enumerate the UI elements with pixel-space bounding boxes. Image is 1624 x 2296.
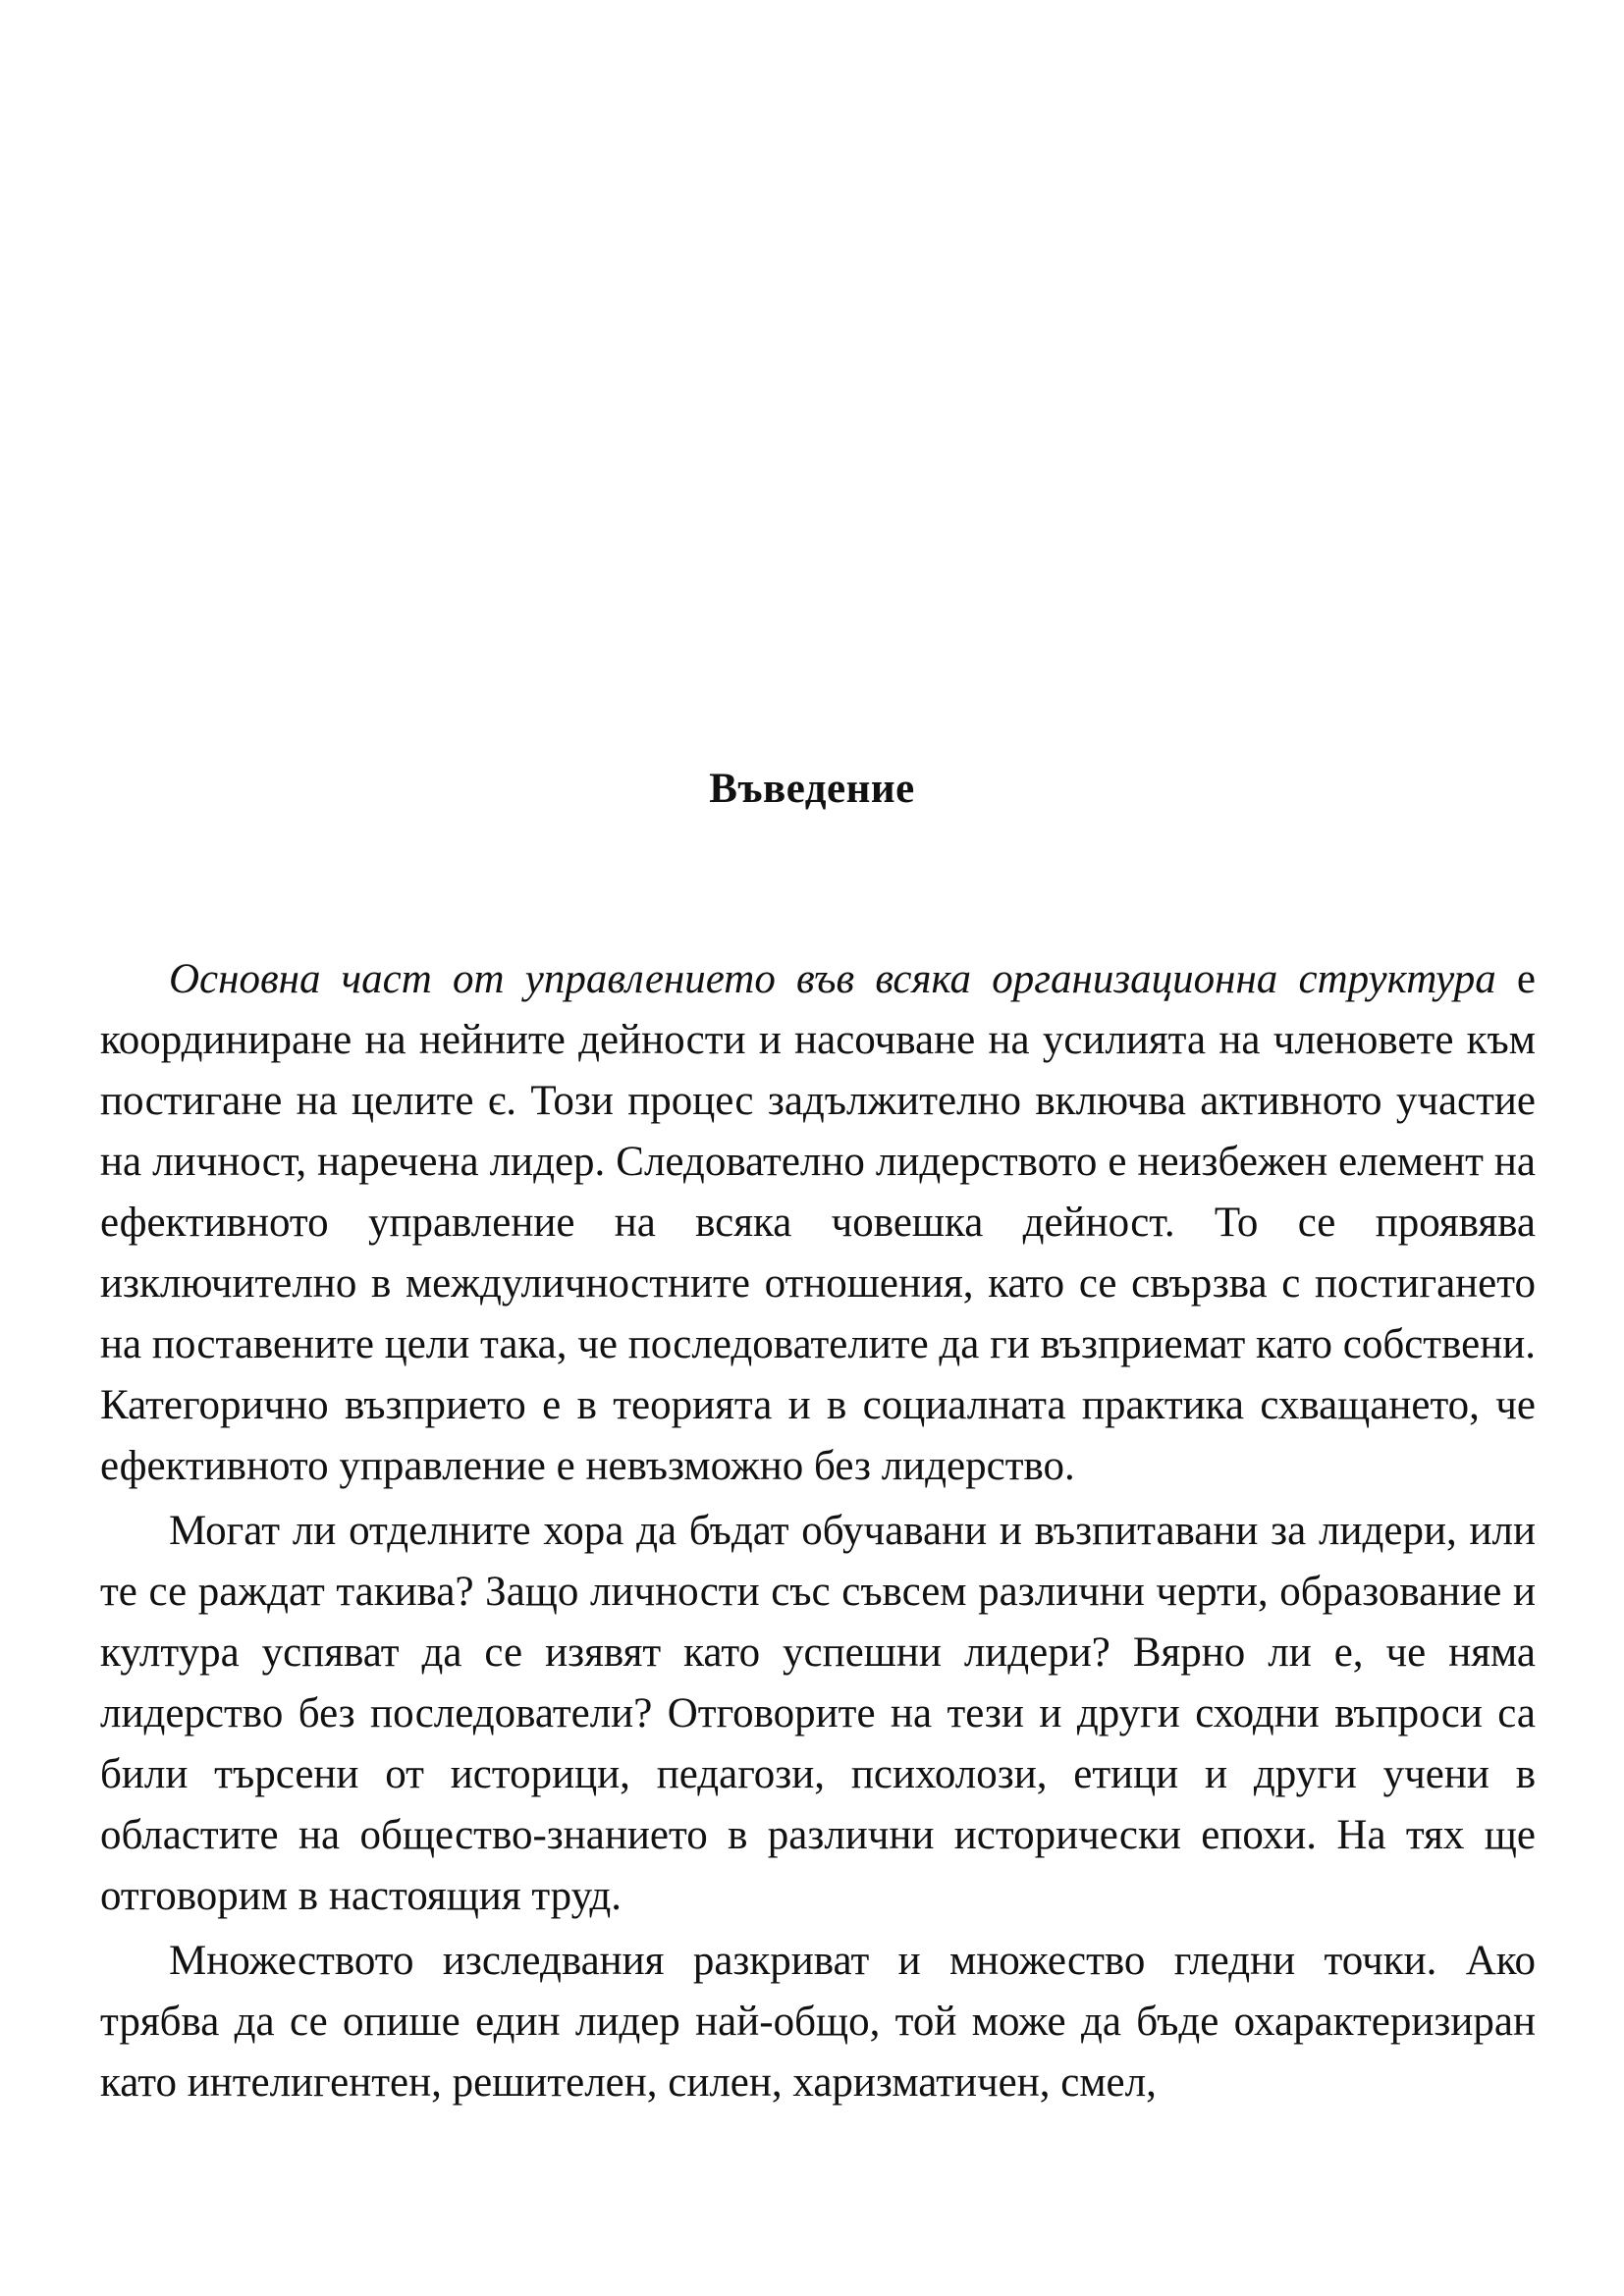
paragraph-1 bbox=[100, 949, 1536, 1497]
section-title: Въведение bbox=[709, 766, 915, 812]
paragraph-1-italic-lead: Основна част от управлението във всяка организационна структура bbox=[169, 956, 1496, 1002]
paragraph-1-text: е координиране на нейните дейности и насочване на усилията на членовете към постигане на целите є. Този процес задължително включва активното участие на личност, наречена лидер. Следователно лидерството е неизбежен елемент на ефективното управление на всяка човешка дейност. То се проявява изключително в междуличностните отношения, като се свързва с постигането на поставените цели така, че последователите да ги възприемат като собствени. Категорично възприето е в теорията и в социалната практика схващането, че ефективното управление е невъзможно без лидерство. bbox=[100, 956, 1536, 1489]
paragraph-2: Могат ли отделните хора да бъдат обучавани и възпитавани за лидери, или те се раждат такива? Защо личности със съвсем различни черти, образование и култура успяват да се изявят като успешни лидери? Вярно ли е, че няма лидерство без последователи? Отговорите на тези и други сходни въпроси са били търсени от историци, педагози, психолози, етици и други учени в областите на общество-знанието в различни исторически епохи. На тях ще отговорим в настоящия труд. bbox=[100, 1508, 1536, 1919]
paragraph-3: Множеството изследвания разкриват и множество гледни точки. Ако трябва да се опише един лидер най-общо, той може да бъде охарактеризиран като интелигентен, решителен, силен, харизматичен, смел, bbox=[100, 1938, 1536, 2106]
body-text bbox=[100, 949, 1536, 2113]
